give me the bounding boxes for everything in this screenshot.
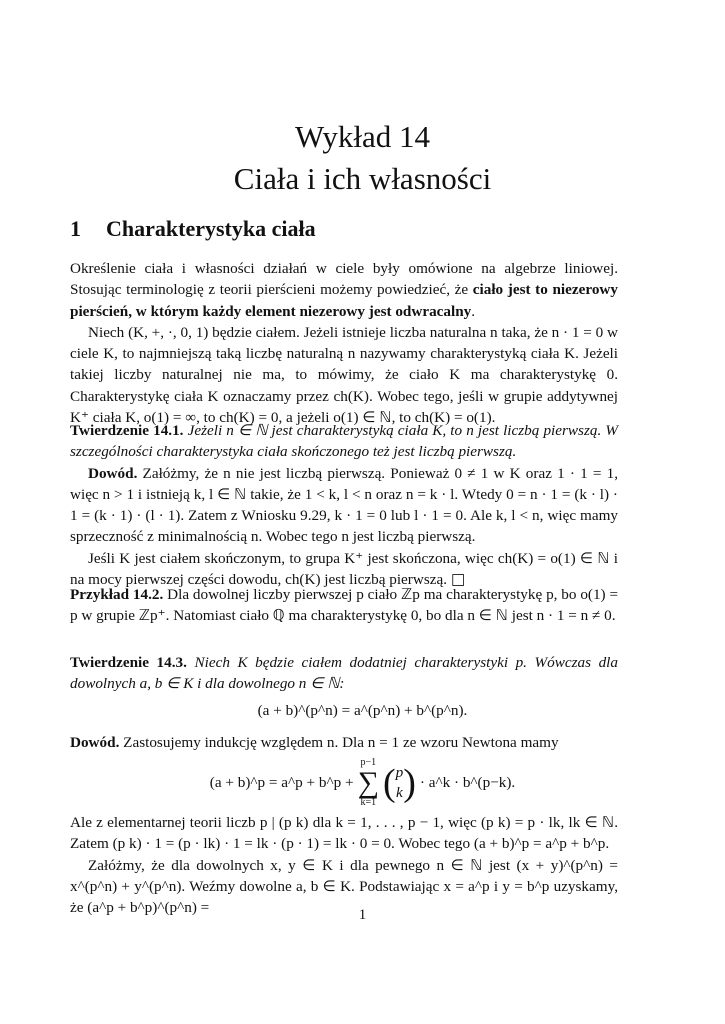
- proof-text: Załóżmy, że n nie jest liczbą pierwszą. Ponieważ 0 ≠ 1 w K oraz 1 · 1 = 1, więc n > 1 i istnieją k, l ∈ ℕ takie, że 1 < k, l < n oraz n = k · l. Wtedy 0 = n · 1 = (k · l) · 1 = (k · 1) · (l · 1). Zatem z Wniosku 9.29, k · 1 = 0 lub l · 1 = 0. Ale k, l < n, więc mamy sprzeczność z minimalnością n. Wobec tego n jest liczbą pierwszą.: [70, 464, 618, 546]
- page-number: 1: [358, 907, 367, 923]
- proof-label-2: Dowód.: [70, 734, 120, 751]
- theorem-label-2: Twierdzenie 14.3.: [70, 654, 187, 671]
- proof-label: Dowód.: [88, 464, 138, 482]
- sigma-icon: ∑: [357, 766, 379, 799]
- section-title: Charakterystyka ciała: [106, 216, 316, 241]
- proof-text-3: Zastosujemy indukcję względem n. Dla n = 1 ze wzoru Newtona mamy: [123, 734, 559, 751]
- formula-rhs: · a^k · b^(p−k).: [419, 774, 516, 791]
- theorem-text-2: Niech K będzie ciałem dodatniej charakterystyki p. Wówczas dla dowolnych a, b ∈ K i dla dowolnego n ∈ ℕ:: [70, 654, 618, 693]
- binomial-coefficient: ( p k ): [382, 762, 416, 804]
- qed-symbol: □: [450, 570, 466, 589]
- intro-text: Określenie ciała i własności działań w ciele były omówione na algebrze liniowej. Stosując terminologię z teorii pierścieni możemy powiedzieć, że: [70, 260, 618, 299]
- intro-block: [70, 258, 618, 428]
- theorem-text: Jeżeli n ∈ ℕ jest charakterystyką ciała K, to n jest liczbą pierwszą. W szczególności charakterystyka ciała skończonego też jest liczbą pierwszą.: [70, 422, 619, 461]
- theorem-14-3: [70, 652, 618, 695]
- binom-top: p: [395, 764, 404, 782]
- lecture-subtitle: Ciała i ich własności: [233, 161, 492, 196]
- binom-bottom: k: [396, 784, 403, 801]
- proof-14-3-intro: [70, 732, 618, 753]
- sum-upper-limit: p−1: [360, 757, 377, 768]
- proof-paragraph-1: [70, 463, 618, 548]
- intro-paragraph-1: [70, 258, 618, 322]
- intro-paragraph-2: Niech (K, +, ·, 0, 1) będzie ciałem. Jeżeli istnieje liczba naturalna n taka, że n · 1 = 0 w ciele K, to najmniejszą taką liczbę naturalną n nazywamy charakterystyką ciała K. Jeżeli takiej liczby naturalnej nie ma, to mówimy, że ciało K ma charakterystykę 0. Charakterystykę ciała K oznaczamy przez ch(K). Wobec tego, jeśli w grupie addytywnej K⁺ ciała K, o(1) = ∞, to ch(K) = 0, a jeżeli o(1) ∈ ℕ, to ch(K) = o(1).: [70, 323, 618, 427]
- example-text: Dla dowolnej liczby pierwszej p ciało ℤp ma charakterystykę p, bo o(1) = p w grupie ℤp⁺. Natomiast ciało ℚ ma charakterystykę 0, bo dla n ∈ ℕ jest n · 1 = n ≠ 0.: [70, 586, 619, 625]
- theorem-14-1: [70, 420, 618, 590]
- proof-paragraph-3: Ale z elementarnej teorii liczb p | (p k) dla k = 1, . . . , p − 1, więc (p k) = p · lk, lk ∈ ℕ. Zatem (p k) · 1 = (p · lk) · 1 = lk · (p · 1) = lk · 0 = 0. Wobec tego (a + b)^p = a^p + b^p.: [70, 814, 618, 853]
- proof-text-2: Jeśli K jest ciałem skończonym, to grupa K⁺ jest skończona, więc ch(K) = o(1) ∈ ℕ i na mocy pierwszej części dowodu, ch(K) jest liczbą pierwszą.: [70, 549, 618, 589]
- newton-formula: [0, 758, 725, 808]
- section-number: 1: [70, 216, 81, 241]
- formula-lhs: (a + b)^p = a^p + b^p +: [209, 774, 354, 791]
- lecture-title: Wykład 14: [294, 119, 431, 154]
- proof-paragraph-4: Załóżmy, że dla dowolnych x, y ∈ K i dla pewnego n ∈ ℕ jest (x + y)^(p^n) = x^(p^n) + y^(p^n). Weźmy dowolne a, b ∈ K. Podstawiając x = a^p i y = b^p uzyskamy, że (a^p + b^p)^(p^n) =: [70, 856, 618, 917]
- summation-symbol: [358, 758, 379, 808]
- theorem-label: Twierdzenie 14.1.: [70, 422, 184, 439]
- example-14-2: [70, 584, 618, 627]
- intro-period: .: [471, 302, 476, 320]
- field-definition: ciało jest to niezerowy pierścień, w którym każdy element niezerowy jest odwracalny: [70, 281, 618, 320]
- sum-lower-limit: k=1: [360, 797, 377, 808]
- section-heading: [70, 216, 316, 242]
- theorem-equation: (a + b)^(p^n) = a^(p^n) + b^(p^n).: [257, 702, 468, 719]
- example-label: Przykład 14.2.: [70, 586, 164, 603]
- proof-14-3-body: [70, 812, 618, 918]
